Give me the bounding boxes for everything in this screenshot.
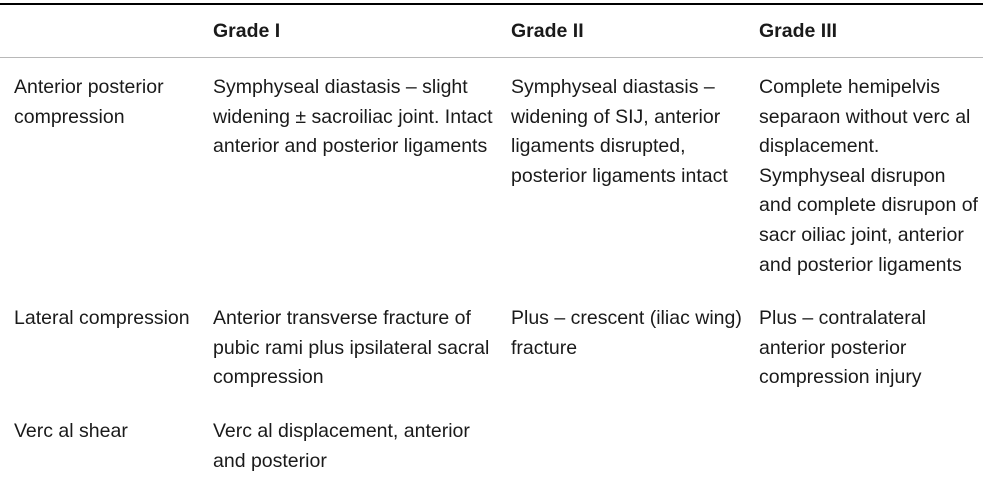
table-row — [0, 57, 983, 292]
grade-table — [0, 5, 983, 476]
header-grade-3: Grade III — [759, 20, 838, 42]
grade-1-cell: Anterior transverse fracture of pubic rami plus ipsilateral sacral compression — [213, 307, 490, 389]
table-row — [0, 405, 983, 476]
grade-2-cell: Plus – crescent (iliac wing) fracture — [511, 307, 742, 359]
header-empty-cell — [0, 5, 199, 57]
grade-1-cell: Verc al displacement, anterior and posterior — [213, 419, 470, 472]
grade-2-cell: Symphyseal diastasis – widening of SIJ, anterior ligaments disrupted, posterior ligaments intact — [511, 76, 728, 187]
grade-1-cell: Symphyseal diastasis – slight widening ± sacroiliac joint. Intact anterior and posterior ligaments — [213, 76, 493, 158]
row-label-cell: Anterior posterior compression — [14, 76, 164, 128]
grade-3-cell: Complete hemipelvis separaon without verc al displacement. Symphyseal disrupon and complete disrupon of sacr oiliac joint, anterior and posterior ligaments — [759, 76, 978, 276]
row-label-cell: Verc al shear — [14, 419, 128, 442]
grade-3-cell — [745, 405, 983, 476]
row-label-cell: Lateral compression — [14, 307, 190, 330]
header-row — [0, 5, 983, 57]
header-grade-1: Grade I — [213, 20, 281, 42]
header-grade-2: Grade II — [511, 20, 584, 42]
table-row — [0, 292, 983, 405]
grade-3-cell: Plus – contralateral anterior posterior compression injury — [759, 307, 926, 389]
grade-2-cell — [497, 405, 745, 476]
